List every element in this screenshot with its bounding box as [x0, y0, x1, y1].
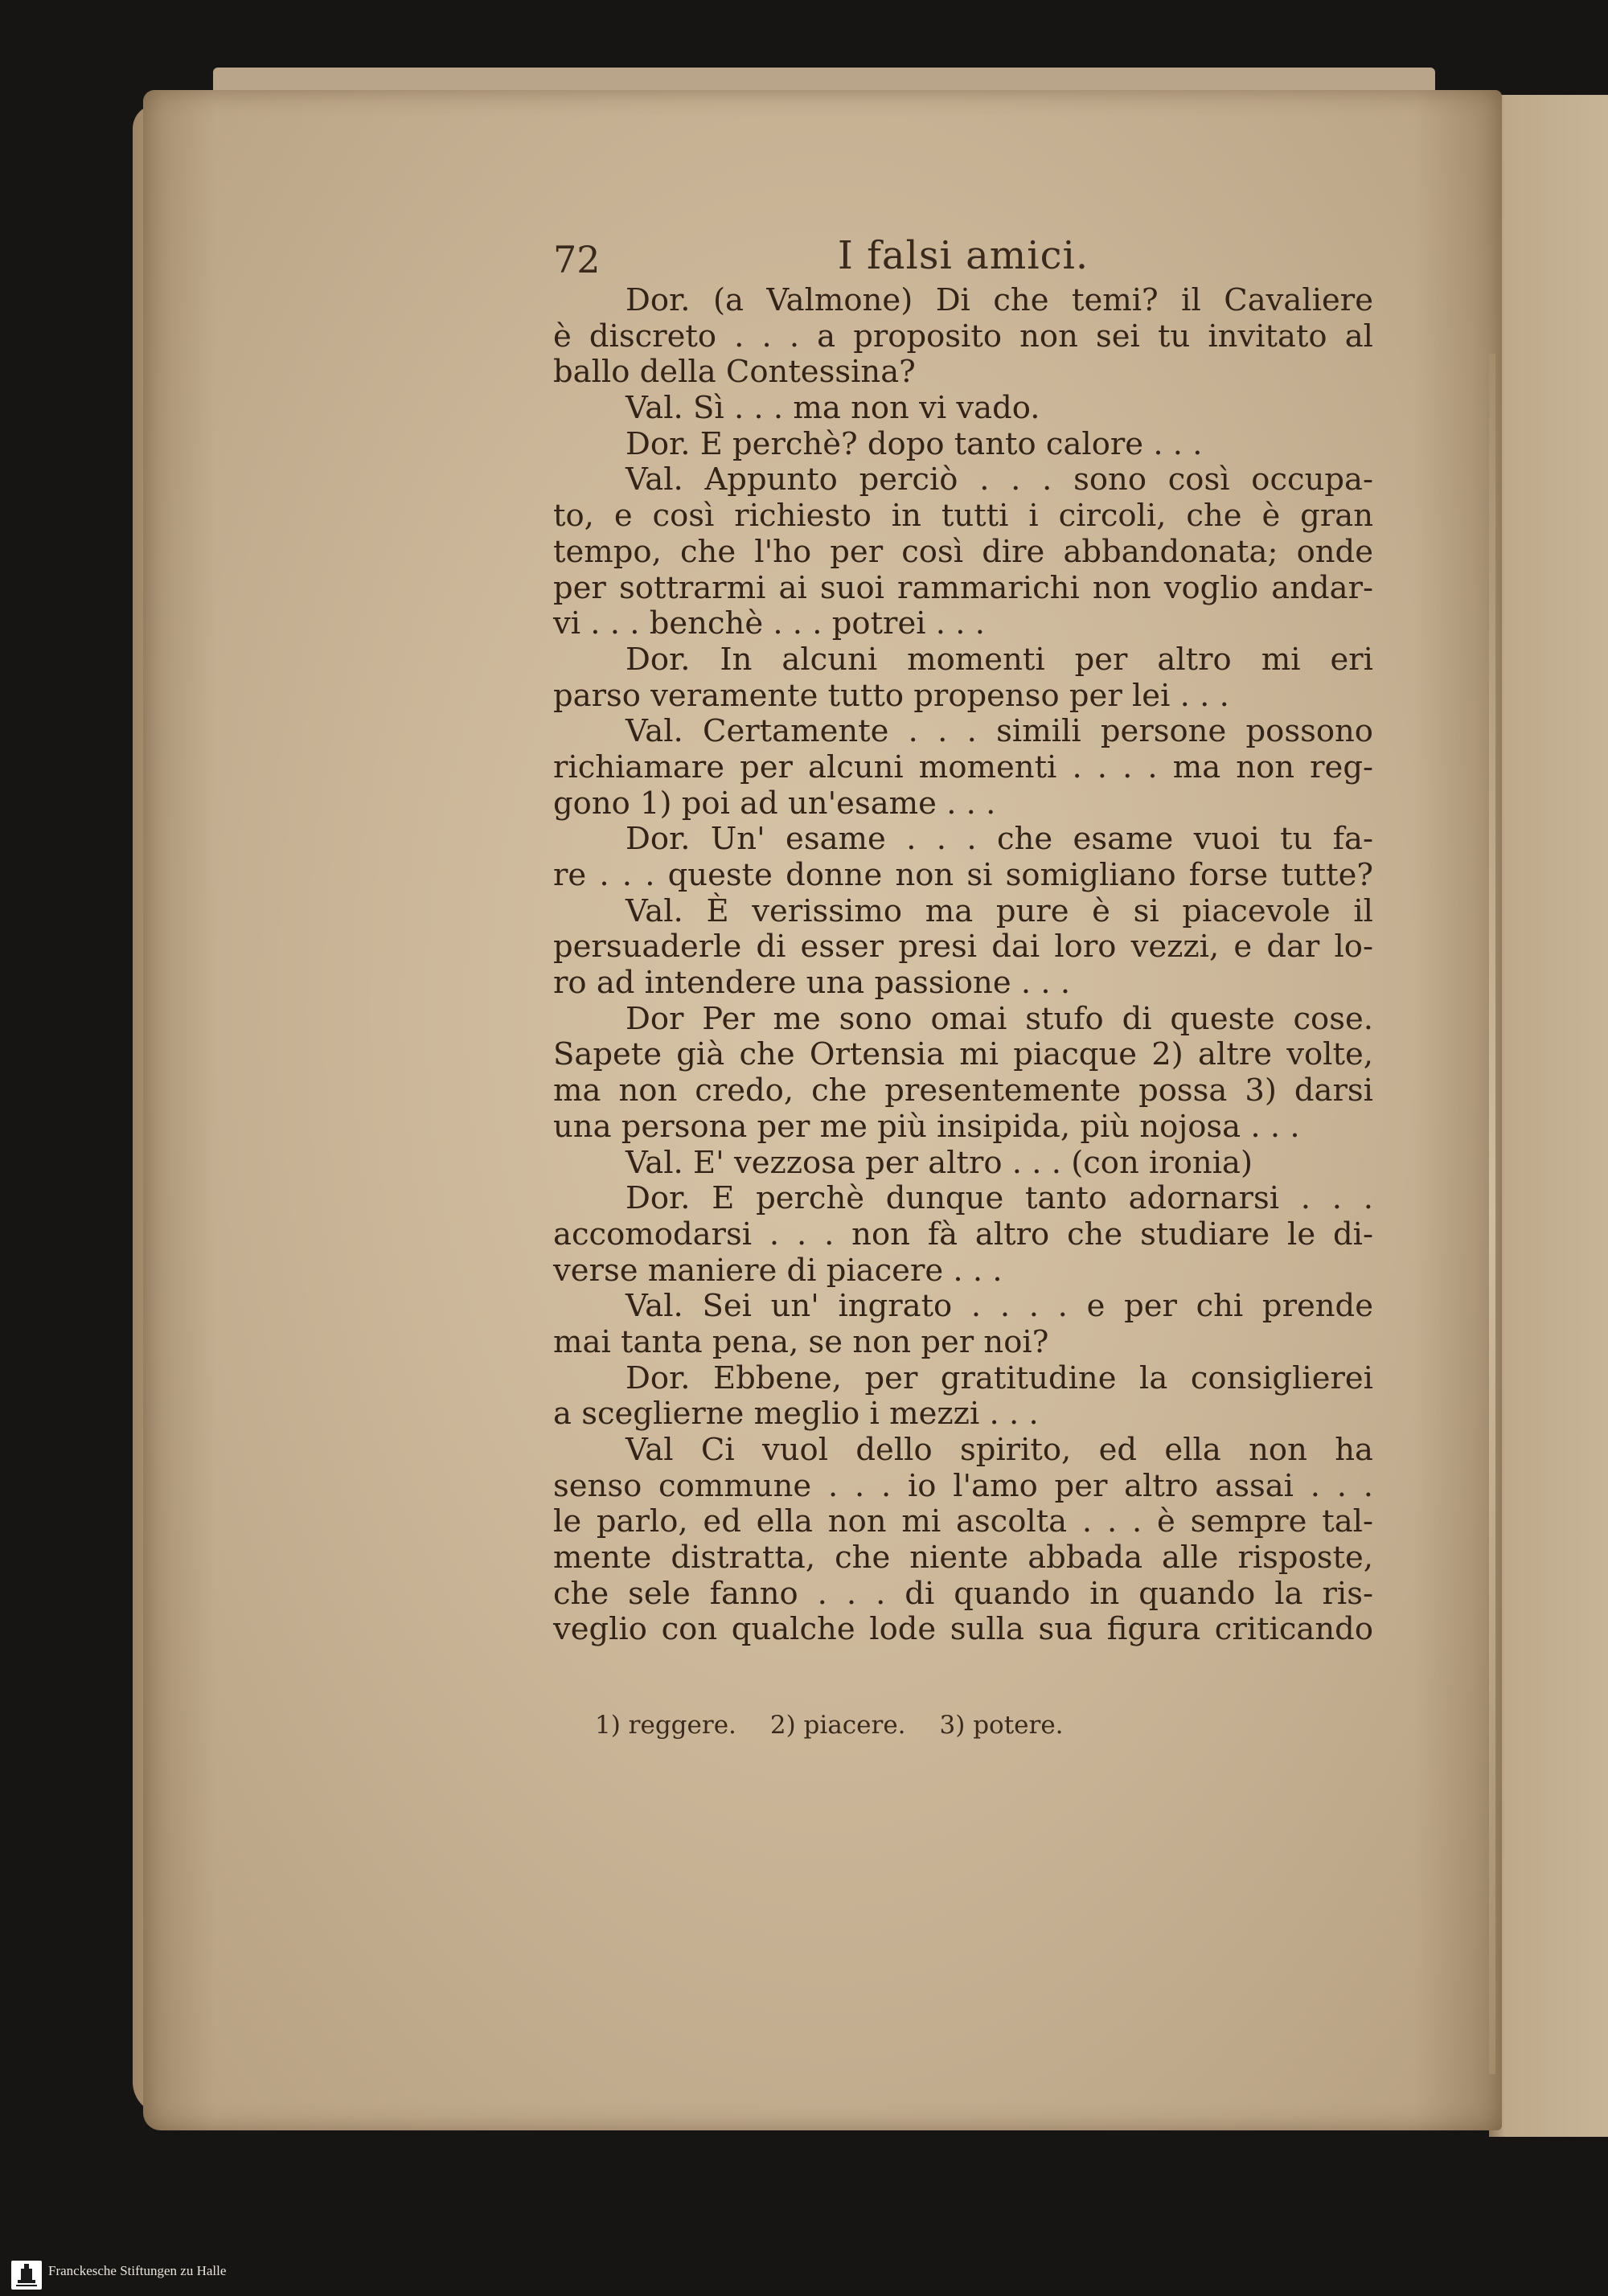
body-text — [553, 283, 1373, 1648]
text-line: Val Ci vuol dello spirito, ed ella non ha — [626, 1432, 1373, 1468]
binding-thread — [1489, 354, 1495, 2074]
footnotes — [595, 1711, 1319, 1740]
footnote-item: 3) potere. — [939, 1711, 1064, 1740]
text-line: Val. Certamente . . . simili persone possono — [626, 713, 1373, 750]
text-line: è discreto . . . a proposito non sei tu invitato al — [553, 318, 1373, 355]
text-line: ballo della Contessina? — [553, 354, 916, 391]
text-line: ma non credo, che presentemente possa 3) darsi — [553, 1072, 1373, 1109]
text-line: per sottrarmi ai suoi rammarichi non voglio andar- — [553, 569, 1373, 606]
text-line: to, e così richiesto in tutti i circoli, che è gran — [553, 498, 1373, 535]
text-line: veglio con qualche lode sulla sua figura criticando — [553, 1611, 1373, 1648]
text-line: Val. Appunto perciò . . . sono così occupa- — [626, 461, 1373, 498]
text-line: a sceglierne meglio i mezzi . . . — [553, 1396, 1039, 1433]
text-line: Val. Sei un' ingrato . . . . e per chi prende — [626, 1288, 1373, 1325]
text-line: parso veramente tutto propenso per lei . . . — [553, 677, 1229, 714]
footnote-item: 2) piacere. — [769, 1711, 906, 1740]
text-line: mai tanta pena, se non per noi? — [553, 1323, 1049, 1360]
text-line: che sele fanno . . . di quando in quando la ris- — [553, 1575, 1373, 1612]
text-line: re . . . queste donne non si somigliano forse tutte? — [553, 857, 1373, 893]
text-line: accomodarsi . . . non fà altro che studiare le di- — [553, 1216, 1373, 1253]
text-line: richiamare per alcuni momenti . . . . ma non reg- — [553, 748, 1373, 785]
text-line: persuaderle di esser presi dai loro vezzi, e dar lo- — [553, 929, 1373, 966]
viewer-footer-bar — [0, 2254, 1608, 2296]
text-line: gono 1) poi ad un'esame . . . — [553, 785, 996, 822]
text-line: ro ad intendere una passione . . . — [553, 965, 1071, 1002]
page-text-block — [553, 217, 1373, 1648]
text-line: Dor. E perchè dunque tanto adornarsi . . . — [626, 1180, 1373, 1217]
text-line: mente distratta, che niente abbada alle risposte, — [553, 1540, 1373, 1576]
text-line: Val. E' vezzosa per altro . . . (con ironia) — [626, 1144, 1253, 1181]
footer-caption: Franckesche Stiftungen zu Halle — [48, 2263, 227, 2278]
text-line: tempo, che l'ho per così dire abbandonata; onde — [553, 533, 1373, 570]
running-head — [553, 217, 1373, 280]
text-line: verse maniere di piacere . . . — [553, 1252, 1003, 1289]
text-line: Sapete già che Ortensia mi piacque 2) altre volte, — [553, 1036, 1373, 1073]
facing-page-edge — [1489, 95, 1608, 2137]
text-line: Dor. Un' esame . . . che esame vuoi tu fa- — [626, 821, 1373, 858]
text-line: una persona per me più insipida, più nojosa . . . — [553, 1108, 1300, 1145]
franckesche-stiftungen-logo-icon — [11, 2261, 42, 2290]
text-line: Dor. E perchè? dopo tanto calore . . . — [626, 425, 1203, 462]
text-line: Dor. Ebbene, per gratitudine la consiglierei — [626, 1359, 1373, 1396]
page-number: 72 — [553, 238, 601, 281]
text-line: vi . . . benchè . . . potrei . . . — [553, 605, 985, 642]
text-line: Dor. In alcuni momenti per altro mi eri — [626, 641, 1373, 678]
text-line: Dor Per me sono omai stufo di queste cose. — [626, 1000, 1373, 1037]
text-line: le parlo, ed ella non mi ascolta . . . è sempre tal- — [553, 1503, 1373, 1540]
text-line: Val. Sì . . . ma non vi vado. — [626, 390, 1040, 427]
text-line: Val. È verissimo ma pure è si piacevole il — [626, 892, 1373, 929]
running-title: I falsi amici. — [837, 233, 1089, 278]
text-line: Dor. (a Valmone) Di che temi? il Cavaliere — [626, 282, 1373, 318]
text-line: senso commune . . . io l'amo per altro assai . . . — [553, 1467, 1373, 1504]
footnote-item: 1) reggere. — [595, 1711, 736, 1740]
